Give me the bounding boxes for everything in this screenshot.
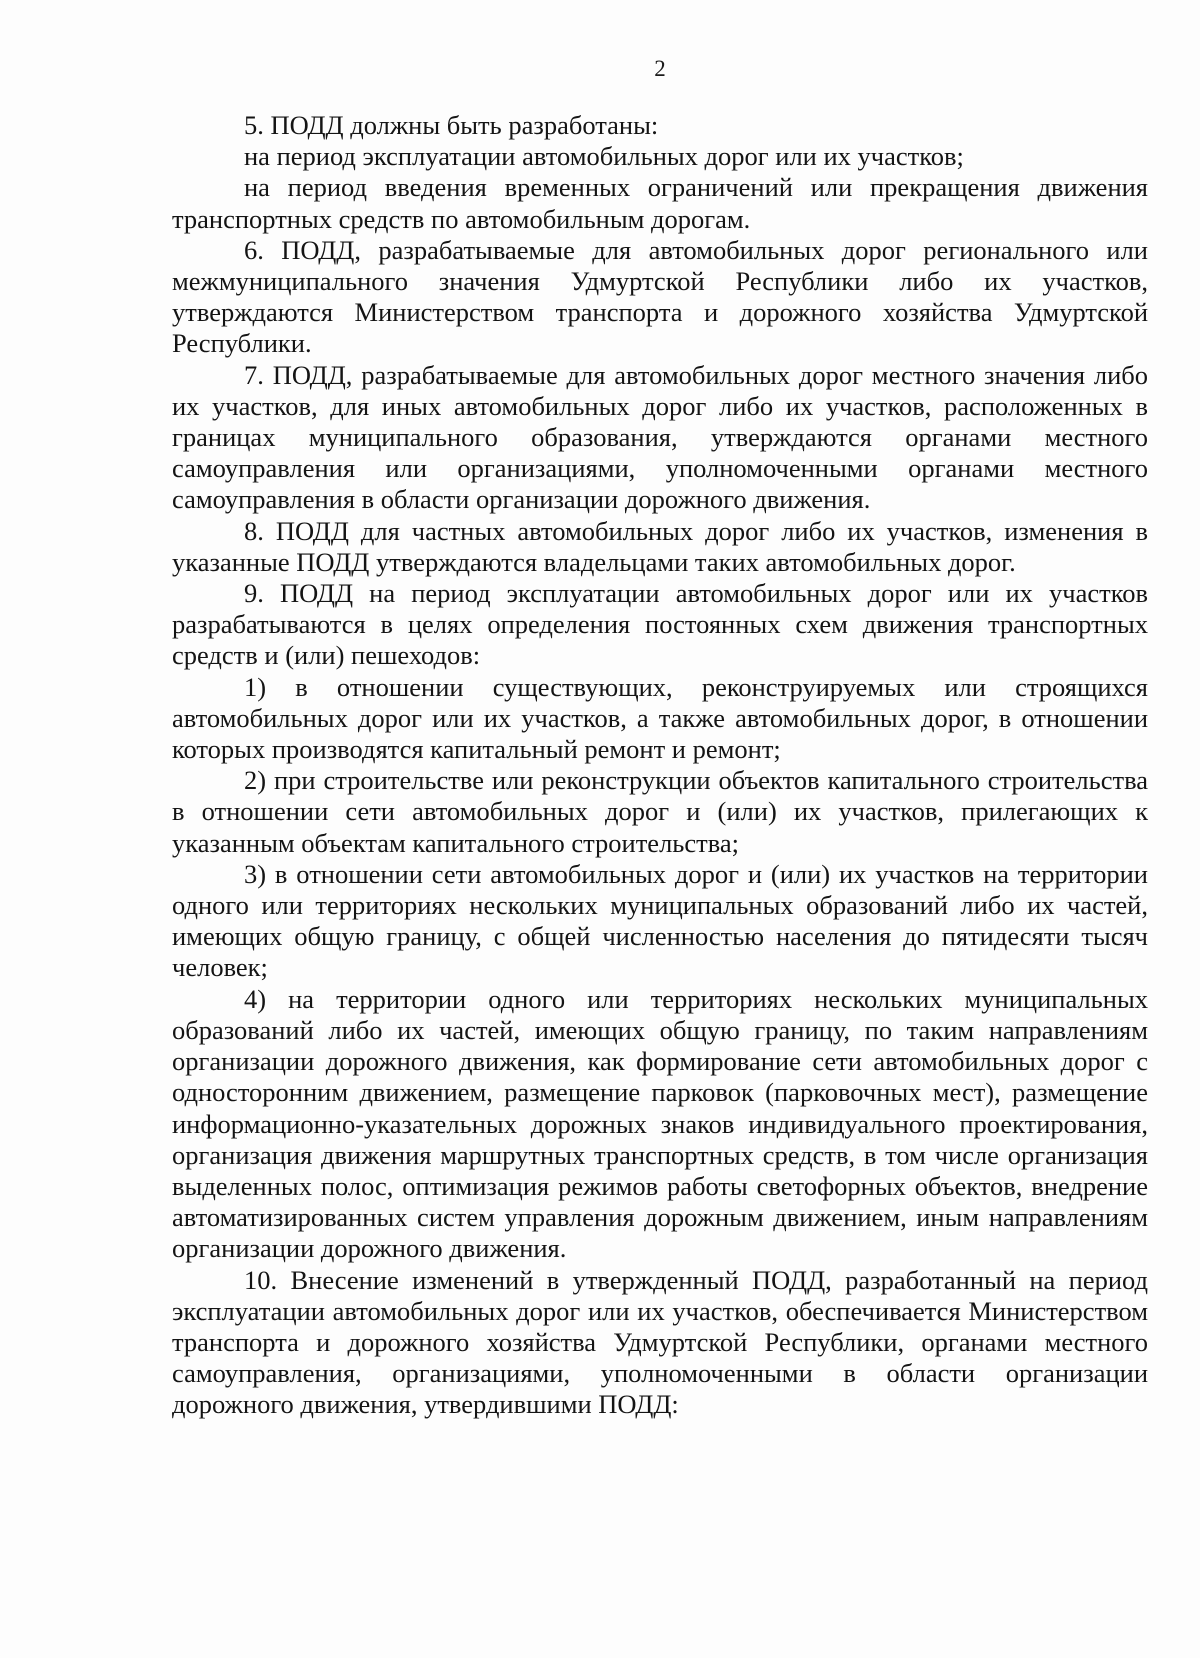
document-body [172,110,1148,1421]
paragraph-5-item-1: на период эксплуатации автомобильных дорог или их участков; [244,141,964,172]
paragraph-7: 7. ПОДД, разрабатываемые для автомобильных дорог местного значения либо их участков, для иных автомобильных дорог либо их участков, расположенных в границах муниципального образования, утверждаются органами местного самоуправления или организациями, уполномоченными органами местного самоуправления в области организации дорожного движения. [172,359,1148,515]
paragraph-8: 8. ПОДД для частных автомобильных дорог либо их участков, изменения в указанные ПОДД утверждаются владельцами таких автомобильных дорог. [172,515,1148,577]
page-number: 2 [654,56,666,81]
paragraph-9: 9. ПОДД на период эксплуатации автомобильных дорог или их участков разрабатываются в целях определения постоянных схем движения транспортных средств и (или) пешеходов: [172,578,1148,671]
paragraph-5: 5. ПОДД должны быть разработаны: [244,110,659,140]
paragraph-9-item-3: 3) в отношении сети автомобильных дорог и (или) их участков на территории одного или территориях нескольких муниципальных образований либо их частей, имеющих общую границу, с общей численностью населения до пятидесяти тысяч человек; [172,858,1148,983]
paragraph-9-item-2: 2) при строительстве или реконструкции объектов капитального строительства в отношении сети автомобильных дорог и (или) их участков, прилегающих к указанным объектам капитального строительства; [172,765,1148,858]
paragraph-10: 10. Внесение изменений в утвержденный ПОДД, разработанный на период эксплуатации автомобильных дорог или их участков, обеспечивается Министерством транспорта и дорожного хозяйства Удмуртской Республики, органами местного самоуправления, организациями, уполномоченными в области организации дорожного движения, утвердившими ПОДД: [172,1264,1148,1420]
paragraph-9-item-1: 1) в отношении существующих, реконструируемых или строящихся автомобильных дорог или их участков, а также автомобильных дорог, в отношении которых производятся капитальный ремонт и ремонт; [172,671,1148,765]
paragraph-5-item-2: на период введения временных ограничений или прекращения движения транспортных средств по автомобильным дорогам. [172,172,1148,234]
paragraph-6: 6. ПОДД, разрабатываемые для автомобильных дорог регионального или межмуниципального значения Удмуртской Республики либо их участков, утверждаются Министерством транспорта и дорожного хозяйства Удмуртской Республики. [172,234,1148,359]
paragraph-9-item-4: 4) на территории одного или территориях нескольких муниципальных образований либо их частей, имеющих общую границу, по таким направлениям организации дорожного движения, как формирование сети автомобильных дорог с односторонним движением, размещение парковок (парковочных мест), размещение информационно-указательных дорожных знаков индивидуального проектирования, организация движения маршрутных транспортных средств, в том числе организация выделенных полос, оптимизация режимов работы светофорных объектов, внедрение автоматизированных систем управления дорожным движением, иным направлениям организации дорожного движения. [172,983,1148,1264]
